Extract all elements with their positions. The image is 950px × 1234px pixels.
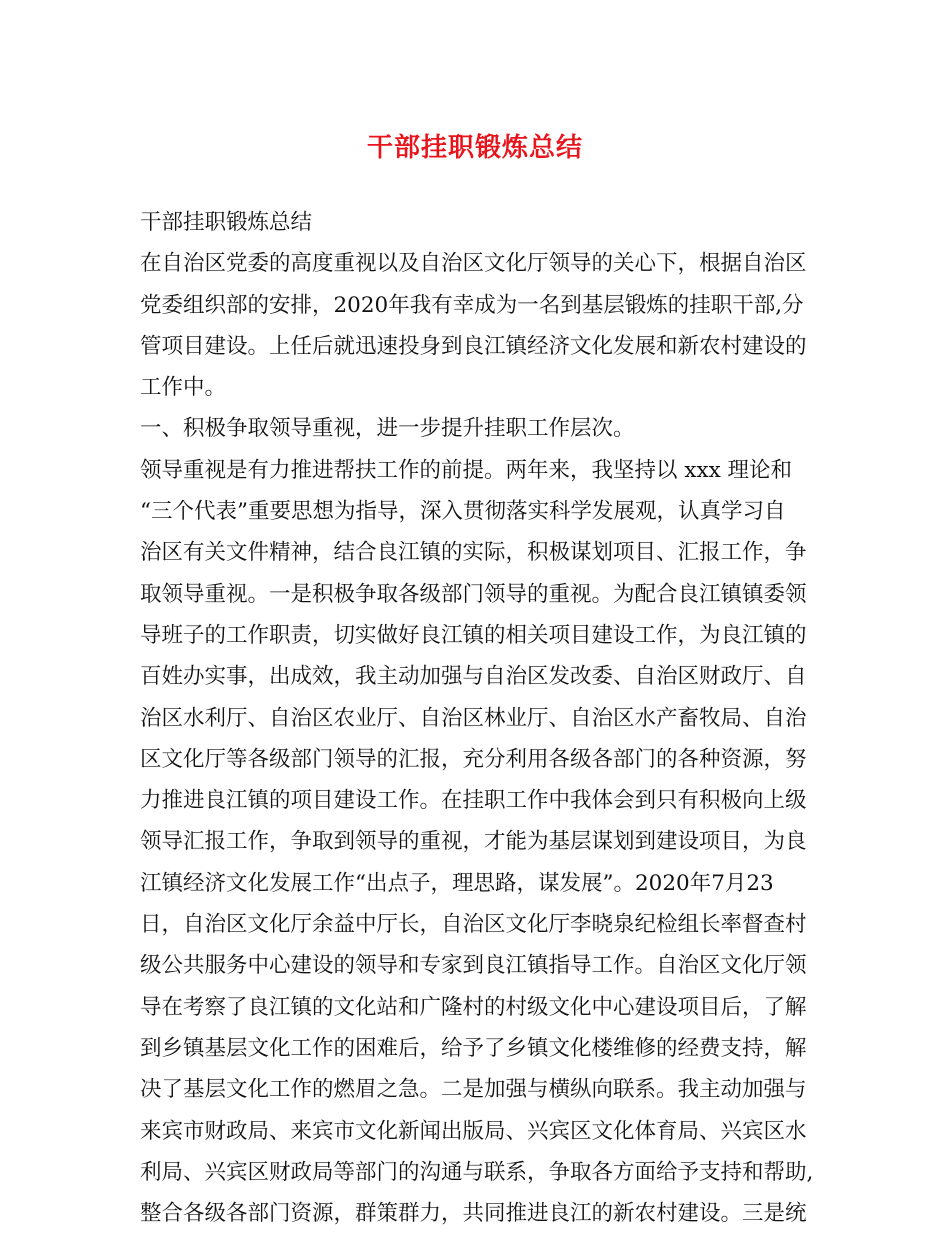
body-line: 治区有关文件精神，结合良江镇的实际，积极谋划项目、汇报工作，争: [140, 540, 807, 566]
body-line: 日，自治区文化厅余益中厅长，自治区文化厅李晓泉纪检组长率督查村: [140, 912, 807, 938]
body-line: 来宾市财政局、来宾市文化新闻出版局、兴宾区文化体育局、兴宾区水: [140, 1118, 807, 1144]
body-line: 江镇经济文化发展工作“出点子，理思路，谋发展”。2020年7月23: [140, 870, 774, 896]
body-line: 管项目建设。上任后就迅速投身到良江镇经济文化发展和新农村建设的: [140, 333, 807, 359]
body-line: 导在考察了良江镇的文化站和广隆村的村级文化中心建设项目后，了解: [140, 994, 807, 1020]
body-line: 取领导重视。一是积极争取各级部门领导的重视。为配合良江镇镇委领: [140, 581, 807, 607]
document-title: 干部挂职锻炼总结: [366, 133, 583, 163]
body-line: 党委组织部的安排，2020年我有幸成为一名到基层锻炼的挂职干部,分: [140, 292, 804, 318]
body-line: 在自治区党委的高度重视以及自治区文化厅领导的关心下，根据自治区: [140, 251, 807, 277]
body-line: 治区水利厅、自治区农业厅、自治区林业厅、自治区水产畜牧局、自治: [140, 705, 807, 731]
body-line: 力推进良江镇的项目建设工作。在挂职工作中我体会到只有积极向上级: [140, 788, 807, 814]
body-line: 整合各级各部门资源，群策群力，共同推进良江的新农村建设。三是统: [140, 1201, 807, 1227]
body-line: “三个代表”重要思想为指导，深入贯彻落实科学发展观，认真学习自: [140, 499, 786, 525]
body-line: 利局、兴宾区财政局等部门的沟通与联系，争取各方面给予支持和帮助,: [140, 1159, 814, 1185]
body-line: 一、积极争取领导重视，进一步提升挂职工作层次。: [140, 416, 635, 442]
body-line: 级公共服务中心建设的领导和专家到良江镇指导工作。自治区文化厅领: [140, 953, 807, 979]
body-line: 区文化厅等各级部门领导的汇报，充分利用各级各部门的各种资源，努: [140, 746, 807, 772]
document-body: [140, 202, 820, 1234]
body-line: 到乡镇基层文化工作的困难后，给予了乡镇文化楼维修的经费支持，解: [140, 1035, 807, 1061]
body-line: 领导重视是有力推进帮扶工作的前提。两年来，我坚持以 xxx 理论和: [140, 457, 793, 483]
body-line: 决了基层文化工作的燃眉之急。二是加强与横纵向联系。我主动加强与: [140, 1077, 807, 1103]
body-line: 领导汇报工作，争取到领导的重视，才能为基层谋划到建设项目，为良: [140, 829, 807, 855]
body-line: 导班子的工作职责，切实做好良江镇的相关项目建设工作，为良江镇的: [140, 622, 807, 648]
body-line: 干部挂职锻炼总结: [140, 210, 313, 235]
body-line: 工作中。: [140, 375, 227, 401]
body-line: 百姓办实事，出成效，我主动加强与自治区发改委、自治区财政厅、自: [140, 664, 807, 690]
